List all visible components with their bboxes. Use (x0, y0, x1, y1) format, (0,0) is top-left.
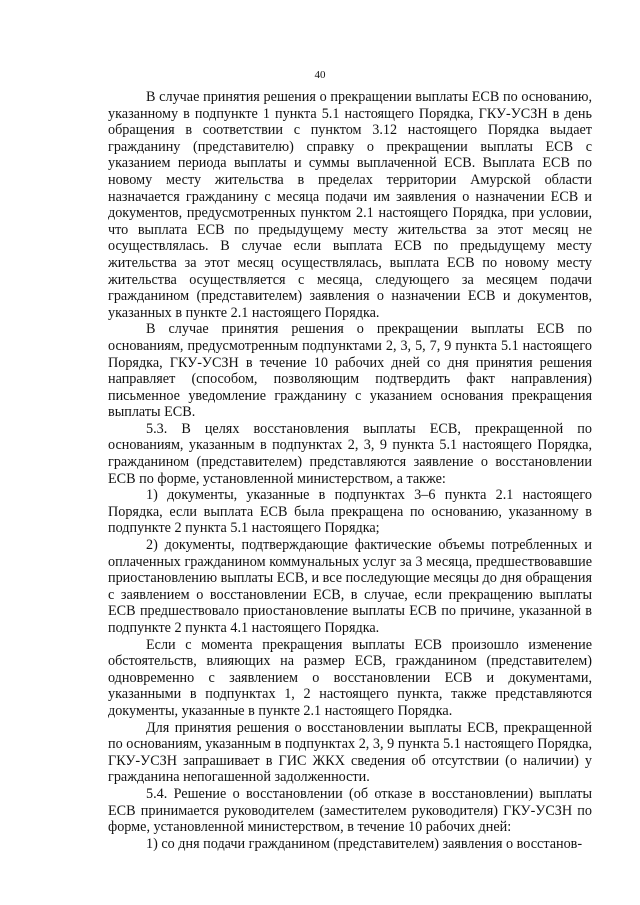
paragraph-5-4-item-1: 1) со дня подачи гражданином (представителем) заявления о восстанов- (146, 835, 583, 852)
paragraph-5-3-restoration: 5.3. В целях восстановления выплаты ЕСВ, прекращенной по основаниям, указанным в подпунктах 2, 3, 9 пункта 5.1 настоящего Порядка, гражданином (представителем) представляются заявление о восстановлении ЕСВ по форме, установленной министерством, а также: (108, 420, 592, 487)
paragraph-5-3-item-2: 2) документы, подтверждающие фактические объемы потребленных и оплаченных гражданином коммунальных услуг за 3 месяца, предшествовавшие приостановлению выплаты ЕСВ, и все последующие месяцы до дня обращения с заявлением о восстановлении ЕСВ, в случае, если прекращению выплаты ЕСВ предшествовало приостановление выплаты ЕСВ по причине, указанной в подпункте 2 пункта 4.1 настоящего Порядка. (108, 537, 592, 636)
paragraph-esv-termination-relocation: В случае принятия решения о прекращении выплаты ЕСВ по основанию, указанному в подпункте 1 пункта 5.1 настоящего Порядка, ГКУ-УСЗН в день обращения в соответствии с пунктом 3.12 настоящего Порядка выдает гражданину (представителю) справку о прекращении выплаты ЕСВ с указанием периода выплаты и суммы выплаченной ЕСВ. Выплата ЕСВ по новому месту жительства в пределах территории Амурской области назначается гражданину с месяца подачи им заявления о назначении ЕСВ и документов, предусмотренных пунктом 2.1 настоящего Порядка, при условии, что выплата ЕСВ по предыдущему месту жительства за этот месяц не осуществлялась. В случае если выплата ЕСВ по предыдущему месту жительства за этот месяц осуществлялась, выплата ЕСВ по новому месту жительства осуществляется с месяца, следующего за месяцем подачи гражданином (представителем) заявления о назначении ЕСВ и документов, указанных в пункте 2.1 настоящего Порядка. (108, 89, 592, 321)
document-body (108, 89, 592, 852)
page-number: 40 (314, 69, 326, 81)
paragraph-5-3-item-1: 1) документы, указанные в подпунктах 3–6 пункта 2.1 настоящего Порядка, если выплата ЕСВ была прекращена по основанию, указанному в подпункте 2 пункта 5.1 настоящего Порядка; (108, 487, 592, 537)
paragraph-esv-termination-notice: В случае принятия решения о прекращении выплаты ЕСВ по основаниям, предусмотренным подпунктами 2, 3, 5, 7, 9 пункта 5.1 настоящего Порядка, ГКУ-УСЗН в течение 10 рабочих дней со дня принятия решения направляет (способом, позволяющим подтвердить факт направления) письменное уведомление гражданину с указанием основания прекращения выплаты ЕСВ. (108, 321, 592, 421)
paragraph-gis-zhkh-request: Для принятия решения о восстановлении выплаты ЕСВ, прекращенной по основаниям, указанным в подпунктах 2, 3, 9 пункта 5.1 настоящего Порядка, ГКУ-УСЗН запрашивает в ГИС ЖКХ сведения об отсутствии (о наличии) у гражданина непогашенной задолженности. (108, 719, 592, 786)
paragraph-5-4-decision: 5.4. Решение о восстановлении (об отказе в восстановлении) выплаты ЕСВ принимается руководителем (заместителем руководителя) ГКУ-УСЗН по форме, установленной министерством, в течение 10 рабочих дней: (108, 785, 592, 836)
paragraph-circumstances-change: Если с момента прекращения выплаты ЕСВ произошло изменение обстоятельств, влияющих на размер ЕСВ, гражданином (представителем) одновременно с заявлением о восстановлении ЕСВ и документами, указанными в подпунктах 1, 2 настоящего пункта, также представляются документы, указанные в пункте 2.1 настоящего Порядка. (108, 636, 592, 719)
